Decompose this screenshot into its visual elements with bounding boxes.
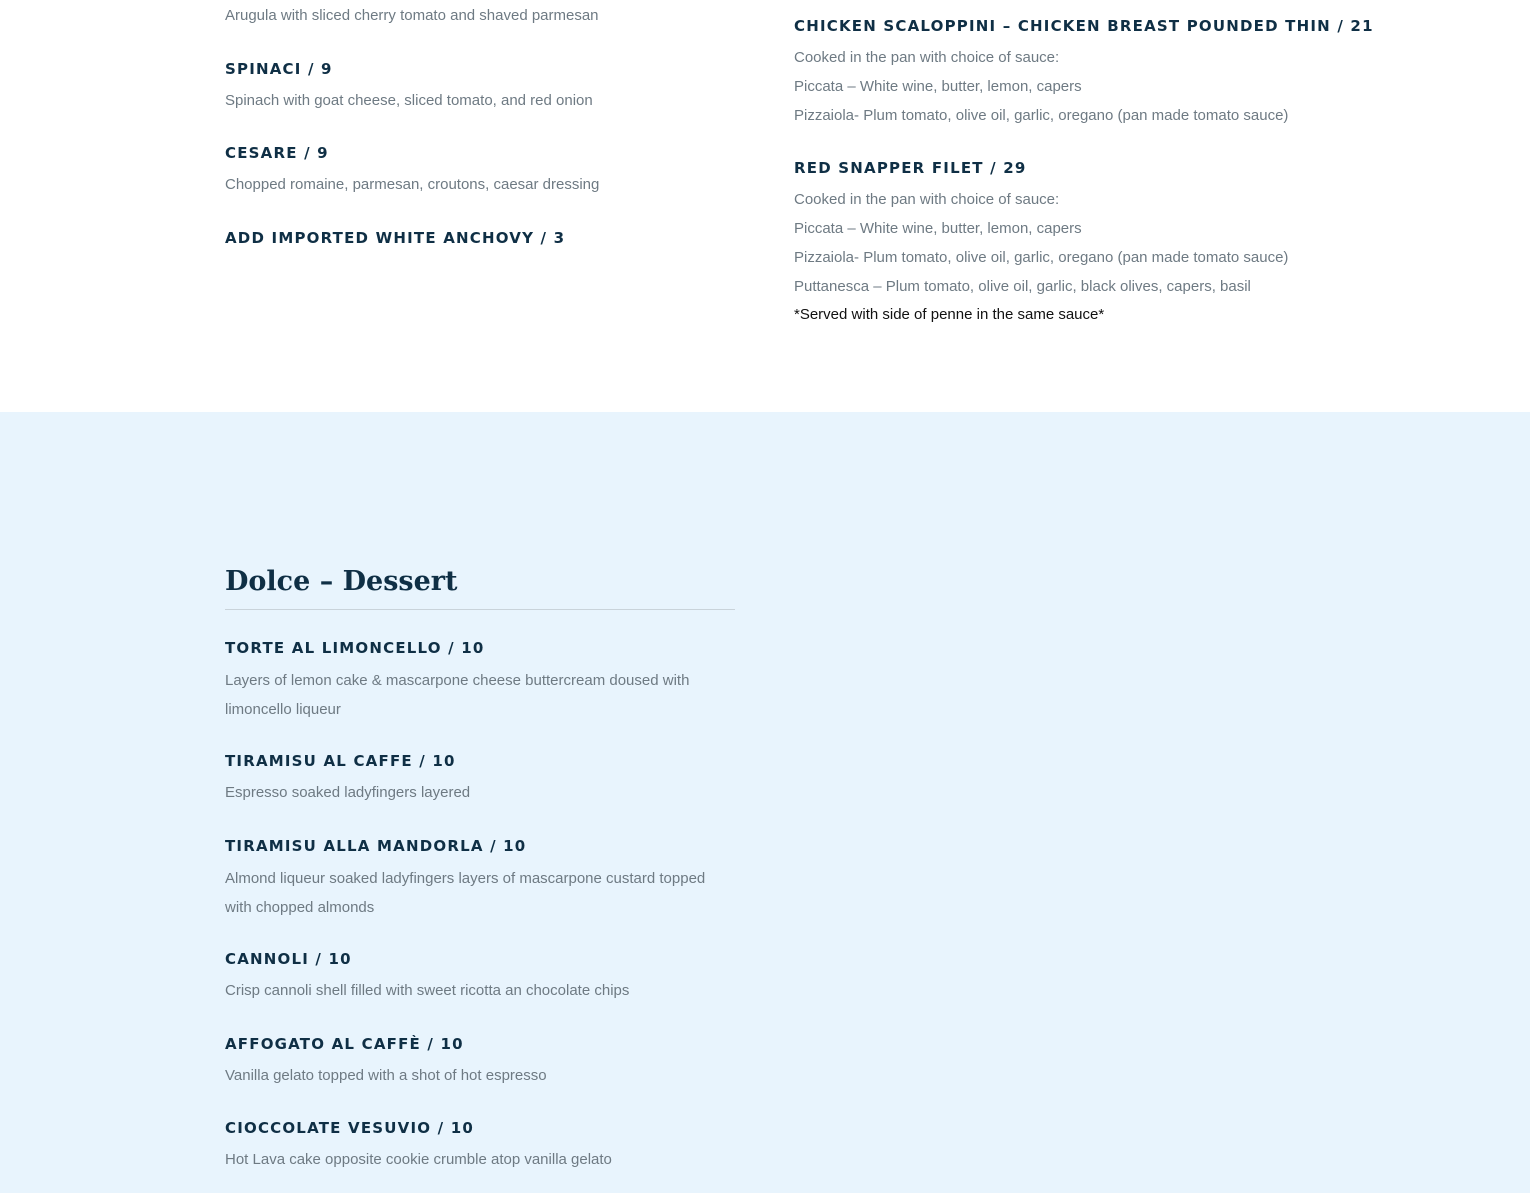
dessert-item-title: CANNOLI / 10: [225, 950, 352, 968]
dessert-item-description: Crisp cannoli shell filled with sweet ricotta an chocolate chips: [225, 982, 630, 999]
heading-divider: [225, 609, 735, 610]
dessert-item-description: Hot Lava cake opposite cookie crumble atop vanilla gelato: [225, 1151, 612, 1168]
dessert-item-description: Layers of lemon cake & mascarpone cheese buttercream doused with limoncello liqueur: [225, 672, 690, 718]
scaloppini-line: Pizzaiola- Plum tomato, olive oil, garlic, oregano (pan made tomato sauce): [794, 107, 1289, 124]
salads-and-entrees-section: [0, 0, 1530, 412]
cesare-title: CESARE / 9: [225, 144, 329, 162]
dessert-item-title: TIRAMISU AL CAFFE / 10: [225, 752, 456, 770]
penne-side-note: *Served with side of penne in the same sauce*: [794, 306, 1105, 323]
dessert-item-title: TORTE AL LIMONCELLO / 10: [225, 639, 485, 657]
chicken-scaloppini-title: CHICKEN SCALOPPINI – CHICKEN BREAST POUNDED THIN / 21: [794, 17, 1374, 35]
cesare-description: Chopped romaine, parmesan, croutons, caesar dressing: [225, 176, 600, 193]
snapper-line: Pizzaiola- Plum tomato, olive oil, garlic, oregano (pan made tomato sauce): [794, 249, 1289, 266]
spinaci-title: SPINACI / 9: [225, 60, 333, 78]
anchovy-addon-title: ADD IMPORTED WHITE ANCHOVY / 3: [225, 229, 566, 247]
red-snapper-title: RED SNAPPER FILET / 29: [794, 159, 1027, 177]
snapper-line: Puttanesca – Plum tomato, olive oil, garlic, black olives, capers, basil: [794, 278, 1251, 295]
dessert-heading: Dolce – Dessert: [225, 566, 458, 597]
dessert-section: [0, 412, 1530, 1193]
dessert-item-description: Vanilla gelato topped with a shot of hot espresso: [225, 1067, 547, 1084]
dessert-item-title: TIRAMISU ALLA MANDORLA / 10: [225, 837, 527, 855]
snapper-line: Cooked in the pan with choice of sauce:: [794, 191, 1060, 208]
dessert-item-title: AFFOGATO AL CAFFÈ / 10: [225, 1035, 464, 1053]
dessert-item-title: CIOCCOLATE VESUVIO / 10: [225, 1119, 474, 1137]
spinaci-description: Spinach with goat cheese, sliced tomato, and red onion: [225, 92, 593, 109]
snapper-line: Piccata – White wine, butter, lemon, capers: [794, 220, 1082, 237]
scaloppini-line: Piccata – White wine, butter, lemon, capers: [794, 78, 1082, 95]
dessert-item-description: Espresso soaked ladyfingers layered: [225, 784, 471, 801]
scaloppini-line: Cooked in the pan with choice of sauce:: [794, 49, 1060, 66]
dessert-item-description: Almond liqueur soaked ladyfingers layers of mascarpone custard topped with chopped almonds: [225, 870, 706, 916]
arugula-description: Arugula with sliced cherry tomato and shaved parmesan: [225, 7, 599, 24]
